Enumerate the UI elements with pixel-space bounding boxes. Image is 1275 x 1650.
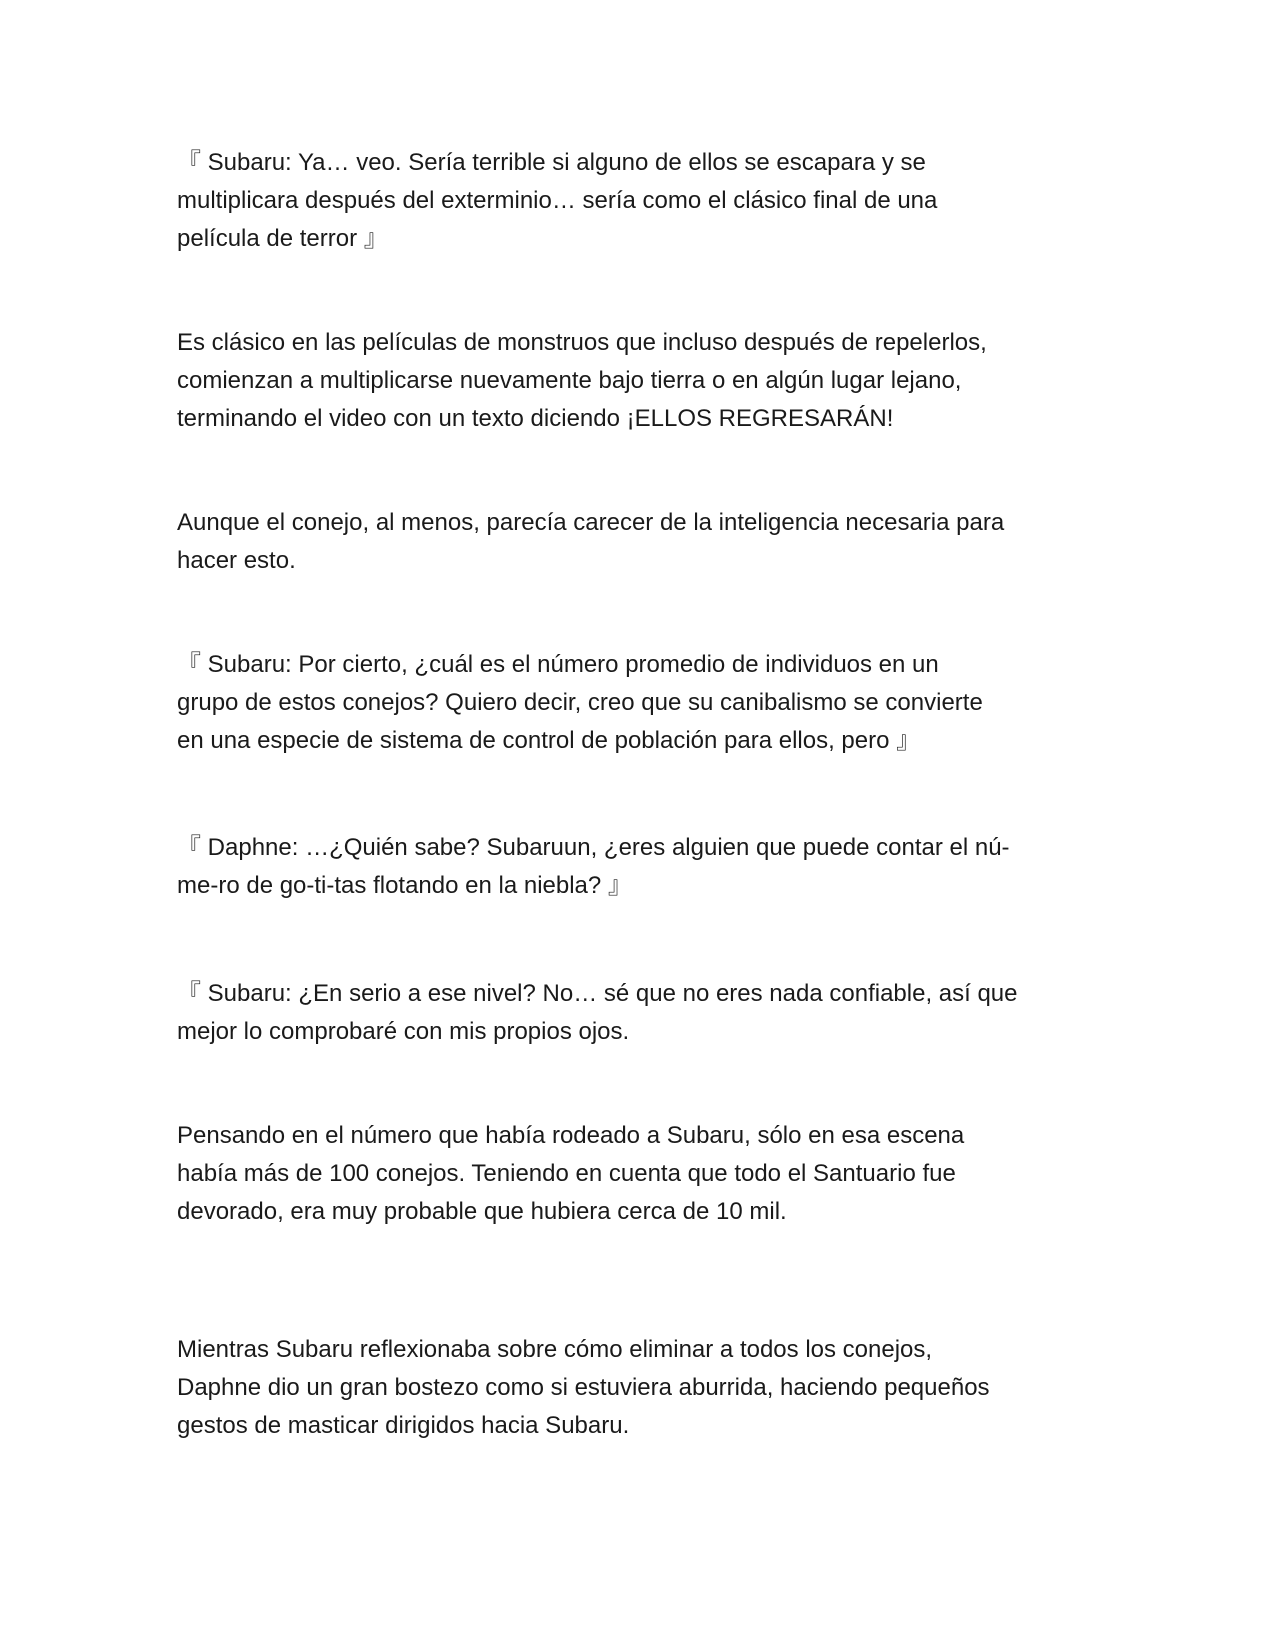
paragraph-line: me-ro de go-ti-tas flotando en la niebla? 』 — [177, 872, 632, 899]
paragraph-line: gestos de masticar dirigidos hacia Subaru. — [177, 1412, 630, 1439]
paragraph-line: multiplicara después del exterminio… sería como el clásico final de una — [177, 187, 938, 214]
dialogue-paragraph-daphne — [177, 829, 1107, 905]
paragraph-line: Pensando en el número que había rodeado a Subaru, sólo en esa escena — [177, 1122, 965, 1149]
dialogue-paragraph-subaru-1 — [177, 144, 1107, 258]
paragraph-line: había más de 100 conejos. Teniendo en cuenta que todo el Santuario fue — [177, 1160, 956, 1187]
narration-paragraph-2 — [177, 504, 1107, 580]
paragraph-line: comienzan a multiplicarse nuevamente bajo tierra o en algún lugar lejano, — [177, 367, 962, 394]
paragraph-line: Mientras Subaru reflexionaba sobre cómo eliminar a todos los conejos, — [177, 1336, 933, 1363]
paragraph-line: Aunque el conejo, al menos, parecía carecer de la inteligencia necesaria para — [177, 509, 1005, 536]
paragraph-line: mejor lo comprobaré con mis propios ojos. — [177, 1018, 630, 1045]
paragraph-line: película de terror 』 — [177, 225, 388, 252]
paragraph-line: Es clásico en las películas de monstruos que incluso después de repelerlos, — [177, 329, 987, 356]
paragraph-line: terminando el video con un texto diciendo ¡ELLOS REGRESARÁN! — [177, 405, 894, 432]
paragraph-line: en una especie de sistema de control de población para ellos, pero 』 — [177, 727, 921, 754]
dialogue-paragraph-subaru-3 — [177, 975, 1107, 1051]
narration-paragraph-4 — [177, 1331, 1107, 1445]
paragraph-line: 『 Subaru: Por cierto, ¿cuál es el número promedio de individuos en un — [177, 651, 939, 678]
paragraph-line: devorado, era muy probable que hubiera cerca de 10 mil. — [177, 1198, 787, 1225]
dialogue-paragraph-subaru-2 — [177, 646, 1107, 760]
paragraph-line: 『 Subaru: Ya… veo. Sería terrible si alguno de ellos se escapara y se — [177, 149, 926, 176]
paragraph-line: 『 Subaru: ¿En serio a ese nivel? No… sé que no eres nada confiable, así que — [177, 980, 1018, 1007]
paragraph-line: grupo de estos conejos? Quiero decir, creo que su canibalismo se convierte — [177, 689, 983, 716]
narration-paragraph-1 — [177, 324, 1107, 438]
paragraph-line: hacer esto. — [177, 547, 296, 574]
narration-paragraph-3 — [177, 1117, 1107, 1231]
paragraph-line: 『 Daphne: …¿Quién sabe? Subaruun, ¿eres alguien que puede contar el nú- — [177, 834, 1010, 861]
paragraph-line: Daphne dio un gran bostezo como si estuviera aburrida, haciendo pequeños — [177, 1374, 990, 1401]
